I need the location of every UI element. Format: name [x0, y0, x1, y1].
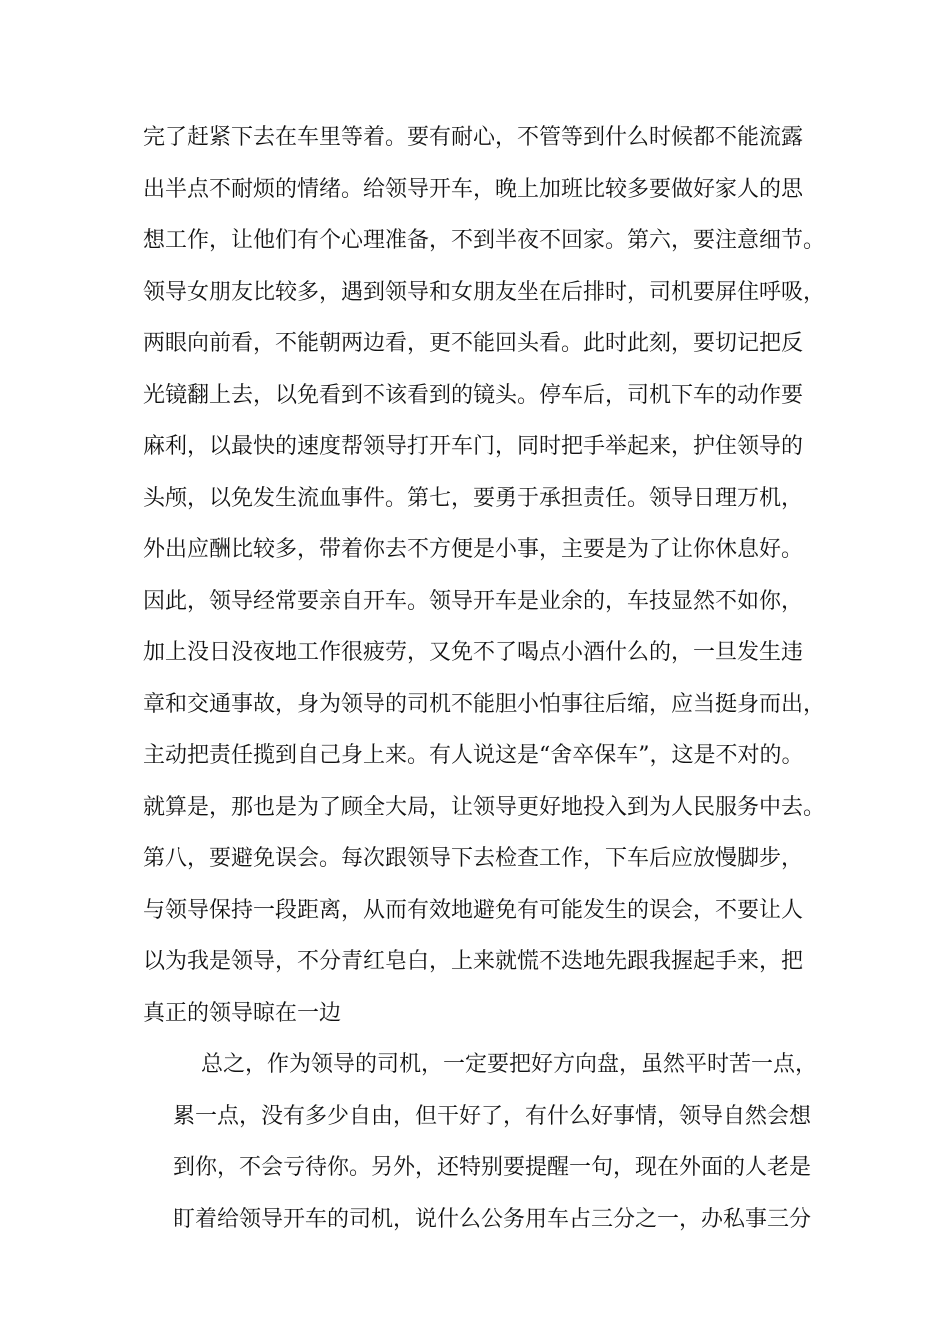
text-line: 主动把责任揽到自己身上来。有人说这是“舍卒保车”，这是不对的。 — [143, 743, 804, 768]
text-line: 领导女朋友比较多，遇到领导和女朋友坐在后排时，司机要屏住呼吸， — [143, 280, 826, 305]
text-line: 真正的领导晾在一边 — [143, 1001, 342, 1026]
text-line: 加上没日没夜地工作很疲劳，又免不了喝点小酒什么的，一旦发生违 — [143, 640, 804, 665]
text-line: 第八，要避免误会。每次跟领导下去检查工作，下车后应放慢脚步， — [143, 846, 804, 871]
text-line: 光镜翻上去，以免看到不该看到的镜头。停车后，司机下车的动作要 — [143, 383, 804, 408]
text-line: 到你，不会亏待你。另外，还特别要提醒一句，现在外面的人老是 — [173, 1155, 812, 1180]
text-line: 完了赶紧下去在车里等着。要有耐心，不管等到什么时候都不能流露 — [143, 125, 804, 150]
text-line: 盯着给领导开车的司机，说什么公务用车占三分之一，办私事三分 — [173, 1207, 812, 1232]
text-line: 总之，作为领导的司机，一定要把好方向盘，虽然平时苦一点， — [173, 1052, 817, 1077]
text-line: 以为我是领导，不分青红皂白，上来就慌不迭地先跟我握起手来，把 — [143, 949, 804, 974]
text-line: 想工作，让他们有个心理准备，不到半夜不回家。第六，要注意细节。 — [143, 228, 826, 253]
text-line: 与领导保持一段距离，从而有效地避免有可能发生的误会，不要让人 — [143, 898, 804, 923]
text-line: 出半点不耐烦的情绪。给领导开车，晚上加班比较多要做好家人的思 — [143, 177, 804, 202]
text-line: 累一点，没有多少自由，但干好了，有什么好事情，领导自然会想 — [173, 1104, 812, 1129]
text-line: 章和交通事故，身为领导的司机不能胆小怕事往后缩，应当挺身而出， — [143, 692, 826, 717]
text-line: 就算是，那也是为了顾全大局，让领导更好地投入到为人民服务中去。 — [143, 795, 826, 820]
text-line: 两眼向前看，不能朝两边看，更不能回头看。此时此刻，要切记把反 — [143, 331, 804, 356]
text-line: 外出应酬比较多，带着你去不方便是小事，主要是为了让你休息好。 — [143, 537, 804, 562]
text-line: 因此，领导经常要亲自开车。领导开车是业余的，车技显然不如你， — [143, 589, 804, 614]
text-line: 麻利，以最快的速度帮领导打开车门，同时把手举起来，护住领导的 — [143, 434, 804, 459]
text-line: 头颅，以免发生流血事件。第七，要勇于承担责任。领导日理万机， — [143, 486, 804, 511]
